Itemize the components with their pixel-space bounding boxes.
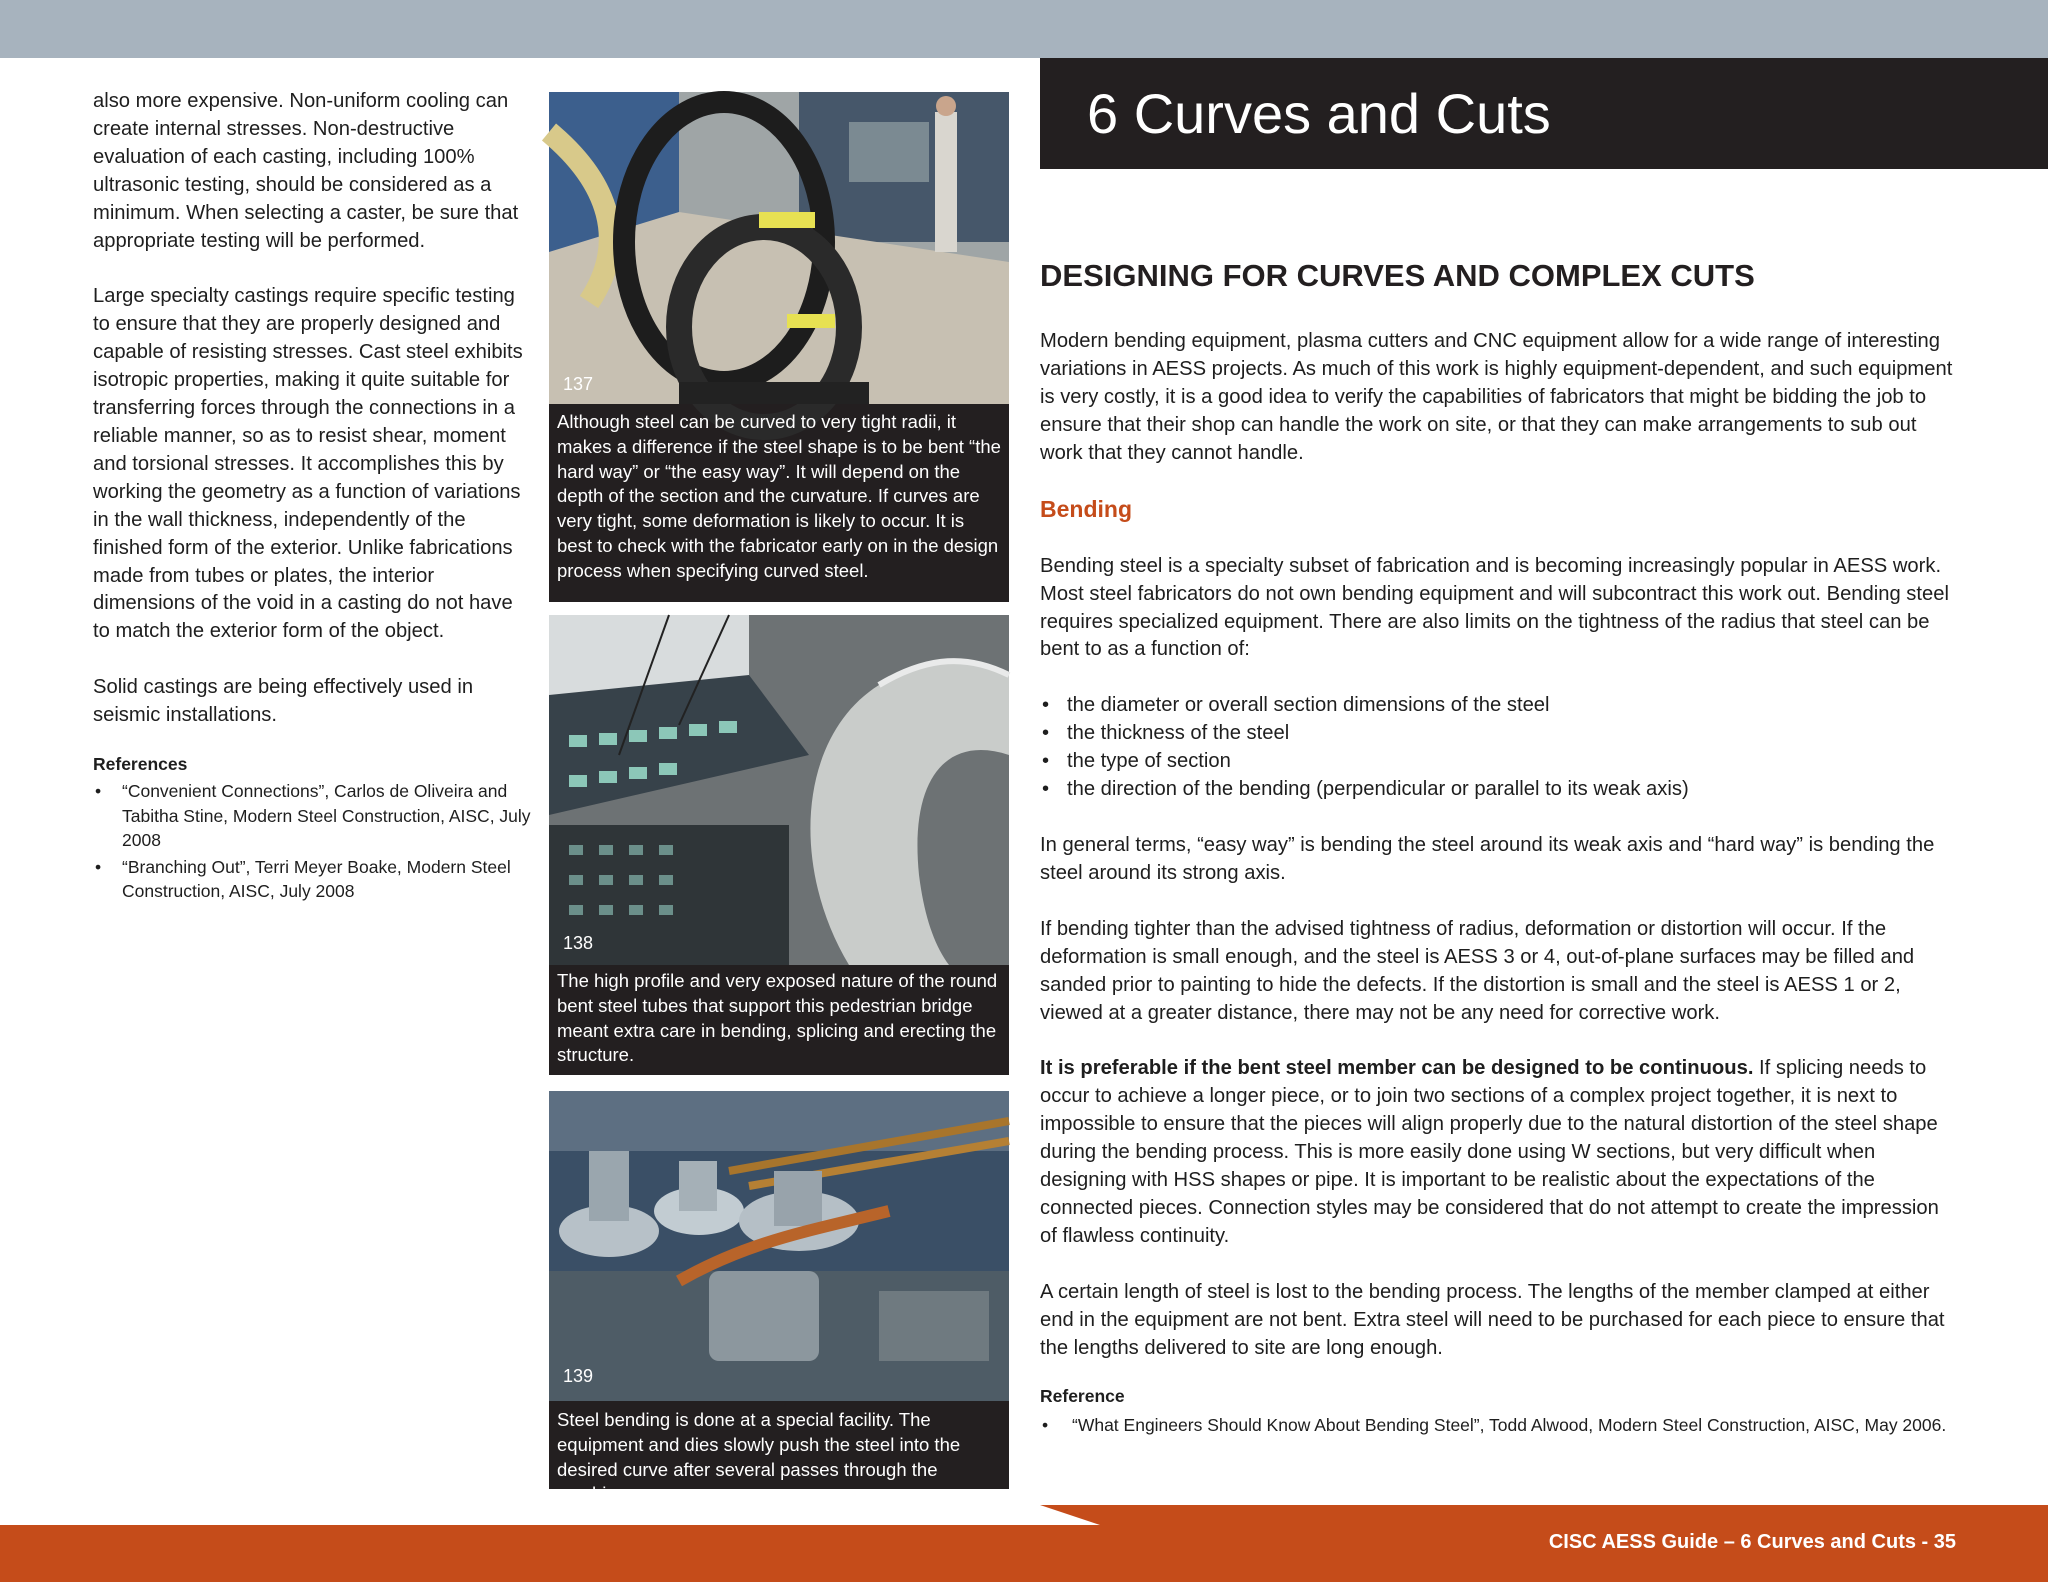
- list-item: • the diameter or overall section dimensions of the steel: [1040, 692, 1960, 720]
- continuity-paragraph: [1040, 1055, 1960, 1250]
- bending-paragraph: Bending steel is a specialty subset of fabrication and is becoming increasingly popular in AESS work. Most steel fabricators do not own bending equipment and will subcontract this work out. Bending steel requires specialized equipment. There are also limits on the tightness of the radius that steel can be bent to as a function of:: [1040, 554, 1949, 661]
- figure-number: 138: [563, 933, 594, 953]
- subheading-bending: Bending: [1040, 495, 1132, 522]
- references-heading: References: [93, 754, 188, 775]
- photo-bending-machine: [549, 1091, 1009, 1401]
- body-paragraph: Solid castings are being effectively used in seismic installations.: [93, 676, 474, 727]
- left-column: [93, 88, 533, 906]
- list-item: • the thickness of the steel: [1040, 720, 1960, 748]
- continuity-text: If splicing needs to occur to achieve a longer piece, or to join two sections of a complex project together, it is next to impossible to ensure that the pieces will align properly due to the natural distortion of the steel shape during the bending process. This is more easily done using W sections, but very difficult when designing with HSS shapes or pipe. It is important to be realistic about the expectations of the connected pieces. Connection styles may be considered that do not attempt to create the impression of flawless continuity.: [1040, 1057, 1939, 1247]
- list-item: • the direction of the bending (perpendicular or parallel to its weak axis): [1040, 776, 1960, 804]
- page-footer: CISC AESS Guide – 6 Curves and Cuts - 35: [1548, 1531, 1956, 1553]
- figure-139: [549, 1091, 1009, 1505]
- photo-pedestrian-bridge-tubes: [549, 615, 1009, 965]
- tightness-paragraph: If bending tighter than the advised tightness of radius, deformation or distortion will occur. If the deformation is small enough, and the steel is AESS 3 or 4, out-of-plane surfaces may be filled and sanded prior to painting to hide the defects. If the distortion is small and the steel is AESS 1 or 2, viewed at a greater distance, there may not be any need for corrective work.: [1040, 917, 1915, 1024]
- right-column: [1040, 257, 1960, 1439]
- bending-factors-list: [1040, 692, 1960, 804]
- top-band: [0, 0, 2048, 58]
- section-title: DESIGNING FOR CURVES AND COMPLEX CUTS: [1040, 258, 1755, 293]
- reference-heading: Reference: [1040, 1386, 1125, 1407]
- figure-caption: Steel bending is done at a special facility. The equipment and dies slowly push the steel into the desired curve after several passes through the machine.: [557, 1409, 961, 1505]
- figure-caption: The high profile and very exposed nature of the round bent steel tubes that support this pedestrian bridge meant extra care in bending, splicing and erecting the structure.: [557, 970, 998, 1066]
- easy-way-paragraph: In general terms, “easy way” is bending the steel around its weak axis and “hard way” is bending the steel around its strong axis.: [1040, 833, 1935, 884]
- continuity-emphasis: It is preferable if the bent steel member can be designed to be continuous.: [1040, 1057, 1754, 1080]
- chapter-header: [1040, 58, 2048, 169]
- figure-number: 137: [563, 374, 594, 394]
- intro-paragraph: Modern bending equipment, plasma cutters and CNC equipment allow for a wide range of interesting variations in AESS projects. As much of this work is highly equipment-dependent, and such equipment is very costly, it is a good idea to verify the capabilities of fabricators that might be bidding the job to ensure that their shop can handle the work on site, or that they can make arrangements to sub out work that they cannot handle.: [1040, 330, 1953, 464]
- body-paragraph: Large specialty castings require specific testing to ensure that they are properly designed and capable of resisting stresses. Cast steel exhibits isotropic properties, making it quite suitable for transferring forces through the connections in a reliable manner, so as to resist shear, moment and torsional stresses. It accomplishes this by working the geometry as a function of variations in the wall thickness, independently of the finished form of the exterior. Unlike fabrications made from tubes or plates, the interior dimensions of the void in a casting do not have to match the exterior form of the object.: [93, 285, 523, 643]
- reference-item: • “Convenient Connections”, Carlos de Oliveira and Tabitha Stine, Modern Steel Construction, AISC, July 2008: [93, 779, 533, 853]
- reference-item: • “Branching Out”, Terri Meyer Boake, Modern Steel Construction, AISC, July 2008: [93, 855, 533, 904]
- length-lost-paragraph: A certain length of steel is lost to the bending process. The lengths of the member clamped at either end in the equipment are not bent. Extra steel will need to be purchased for each piece to ensure that the lengths delivered to site are long enough.: [1040, 1280, 1945, 1359]
- chapter-title: 6 Curves and Cuts: [1087, 82, 1551, 145]
- figure-caption: Although steel can be curved to very tight radii, it makes a difference if the steel shape is to be bent “the hard way” or “the easy way”. It will depend on the depth of the section and the curvature. If curves are very tight, some deformation is likely to occur. It is best to check with the fabricator early on in the design process when specifying curved steel.: [557, 411, 1001, 581]
- figure-138: [549, 615, 1009, 1075]
- figure-137: [549, 92, 1009, 602]
- reference-list: [1040, 1411, 1960, 1439]
- reference-item: • “What Engineers Should Know About Bending Steel”, Todd Alwood, Modern Steel Construction, AISC, May 2006.: [1040, 1411, 1960, 1439]
- list-item: • the type of section: [1040, 748, 1960, 776]
- figure-number: 139: [563, 1366, 594, 1386]
- photo-curved-steel-display: [549, 92, 1009, 404]
- footer-notch: [0, 1505, 1100, 1525]
- references-list: [93, 779, 533, 904]
- body-paragraph: also more expensive. Non-uniform cooling can create internal stresses. Non-destructive evaluation of each casting, including 100% ultrasonic testing, should be considered as a minimum. When selecting a caster, be sure that appropriate testing will be performed.: [93, 90, 519, 252]
